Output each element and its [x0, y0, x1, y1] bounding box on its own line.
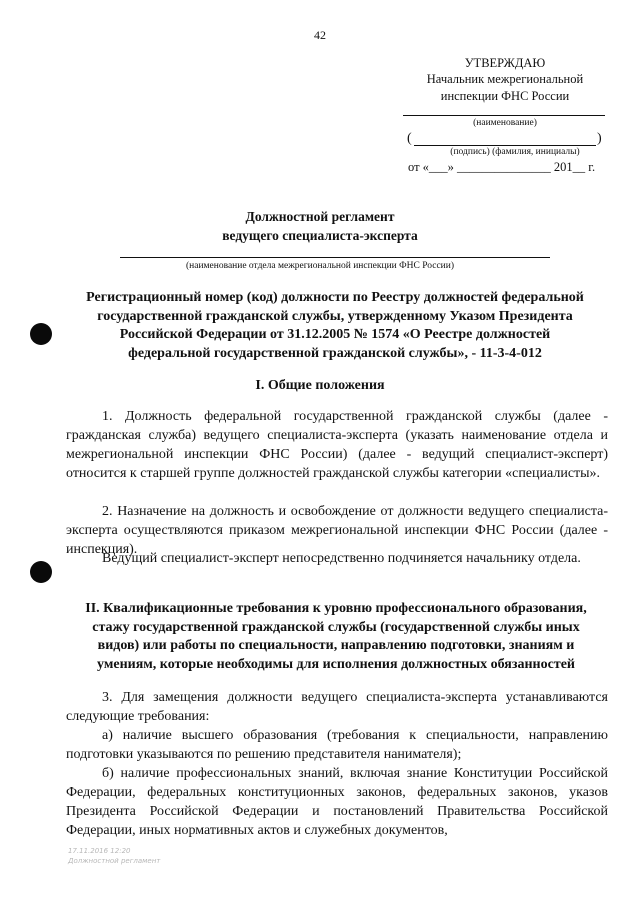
approval-title: УТВЕРЖДАЮ: [464, 56, 546, 70]
section2-title-line4: умениям, которые необходимы для исполнения должностных обязанностей: [97, 656, 575, 672]
reg-line4: федеральной государственной гражданской службы», - 11-3-4-012: [128, 345, 542, 361]
approval-position-line2: инспекции ФНС России: [440, 89, 570, 103]
approval-signature-caption: (подпись) (фамилия, инициалы): [450, 147, 580, 157]
reg-line1: Регистрационный номер (код) должности по Реестру должностей федеральной: [86, 290, 584, 305]
section2-title-line2: стажу государственной гражданской службы (государственной службы иных: [92, 619, 580, 635]
section1-paragraph1: [66, 407, 608, 483]
doc-title-line1: Должностной регламент: [245, 209, 395, 224]
signature-paren-open: (: [407, 131, 412, 146]
section1-p2-text: 2. Назначение на должность и освобождение от должности ведущего специалиста-эксперта осуществляются приказом межрегиональной инспекции ФНС России (далее - инспекция).: [66, 504, 608, 557]
section2-pb-text: б) наличие профессиональных знаний, включая знание Конституции Российской Федерации, федеральных конституционных законов, федеральных законов, указов Президента Российской Федерации и постановлений Правительства Российской Федерации, иных нормативных актов и служебных документов,: [66, 766, 608, 838]
section2-title-line1: II. Квалификационные требования к уровню профессионального образования,: [85, 601, 587, 616]
section1-p1-text: 1. Должность федеральной государственной гражданской службы (далее - гражданская служба) ведущего специалиста-эксперта (указать наименование отдела и межрегиональной инспекции ФНС России) (далее - ведущий специалист-эксперт) относится к старшей группе должностей гражданской службы категории «специалисты».: [66, 409, 608, 481]
approval-date: от «___» _______________ 201__ г.: [408, 160, 596, 174]
signature-paren-close: ): [597, 131, 602, 146]
scan-stamp-line2: Должностной регламент: [68, 857, 161, 865]
section2-paragraph3: [66, 688, 608, 726]
section2-pa-text: а) наличие высшего образования (требования к специальности, направлению подготовки указываются по решению представителя нанимателя);: [66, 728, 608, 762]
section1-paragraph3: [66, 549, 608, 568]
doc-title-line2: ведущего специалиста-эксперта: [222, 228, 418, 243]
reg-line3: Российской Федерации от 31.12.2005 № 1574 «О Реестре должностей: [119, 327, 551, 342]
approval-position-line1: Начальник межрегиональной: [426, 72, 584, 86]
section2-title: [56, 600, 616, 674]
section1-p3-text: Ведущий специалист-эксперт непосредственно подчиняется начальнику отдела.: [102, 551, 581, 566]
punch-hole-top: [30, 323, 52, 345]
section1-title: I. Общие положения: [255, 378, 385, 393]
approval-signature-rule: [414, 145, 596, 146]
punch-hole-bottom: [30, 561, 52, 583]
scan-stamp-line1: 17.11.2016 12:20: [68, 847, 131, 855]
section2-paragraph-b: [66, 764, 608, 840]
section2-title-line3: видов) или работы по специальности, направлению подготовки, знаниям и: [97, 638, 575, 653]
department-rule: [120, 257, 550, 258]
department-caption: (наименование отдела межрегиональной инспекции ФНС России): [185, 261, 455, 271]
section2-paragraph-a: [66, 726, 608, 764]
page-number: 42: [314, 28, 326, 42]
reg-line2: государственной гражданской службы, утвержденному Указом Президента: [97, 308, 573, 324]
approval-name-rule: [403, 115, 605, 116]
registration-number-block: [60, 289, 610, 363]
approval-name-caption: (наименование): [473, 118, 537, 128]
section2-p3-text: 3. Для замещения должности ведущего специалиста-эксперта устанавливаются следующие требования:: [66, 690, 608, 724]
